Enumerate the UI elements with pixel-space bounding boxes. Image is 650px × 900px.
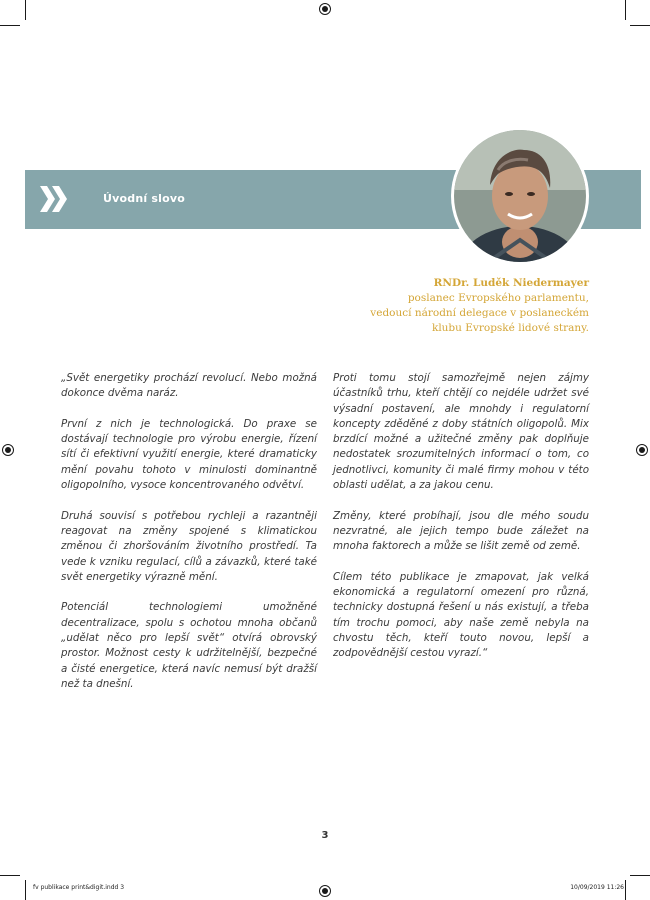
paragraph: Změny, které probíhají, jsou dle mého soudu nezvratné, ale jejich tempo bude záležet na mnoha faktorech a může se lišit země od země. [333, 509, 589, 553]
crop-mark [625, 0, 626, 20]
crop-mark [25, 0, 26, 20]
registration-mark-icon [319, 885, 331, 897]
right-text-column [333, 371, 589, 677]
paragraph: Cílem této publikace je zmapovat, jak velká ekonomická a regulatorní omezení pro různá, technicky dostupná řešení u nás existují, a třeba tím trochu pomoci, aby naše země nebyla na chvostu těch, kteří touto novou, lepší a zodpovědnější cestou vyrazí.“ [333, 570, 589, 660]
paragraph: Proti tomu stojí samozřejmě nejen zájmy účastníků trhu, kteří chtějí co nejdéle udržet své výsadní postavení, ale mnohdy i regulatorní koncepty zděděné z doby státních oligopolů. Mix brzdící možné a užitečné změny pak doplňuje nedostatek srozumitelných informací o tom, co jednotlivci, komunity či malé firmy mohou v této oblasti udělat, a za jakou cenu. [333, 372, 589, 492]
slug-date-time: 10/09/2019 11:26 [570, 884, 624, 891]
author-portrait [454, 130, 586, 262]
registration-mark-icon [319, 3, 331, 15]
section-title: Úvodní slovo [103, 192, 185, 205]
paragraph: První z nich je technologická. Do praxe se dostávají technologie pro výrobu energie, řízení sítí či efektivní využití energie, které dramaticky mění povahu tohoto v minulosti dominantně oligopolního, vysoce koncentrovaného odvětví. [61, 417, 317, 492]
registration-mark-icon [636, 444, 648, 456]
crop-mark [0, 875, 20, 876]
paragraph: Druhá souvisí s potřebou rychleji a razantněji reagovat na změny spojené s klimatickou změnou či zhoršováním životního prostředí. Ta vede k vzniku regulací, cílů a závazků, které také svět energetiky výrazně mění. [61, 509, 317, 583]
page-number: 3 [321, 830, 329, 841]
registration-mark-icon [2, 444, 14, 456]
author-role-line: klubu Evropské lidové strany. [431, 322, 589, 334]
crop-mark [630, 25, 650, 26]
author-caption [370, 276, 589, 336]
crop-mark [25, 880, 26, 900]
author-role-line: vedoucí národní delegace v poslaneckém [370, 307, 589, 319]
paragraph: „Svět energetiky prochází revolucí. Nebo možná dokonce dvěma naráz. [61, 372, 317, 400]
author-name: RNDr. Luděk Niedermayer [433, 277, 589, 289]
slug-file-info: fv publikace print&digit.indd 3 [33, 884, 125, 891]
crop-mark [0, 25, 20, 26]
double-chevron-icon [40, 186, 68, 212]
paragraph: Potenciál technologiemi umožněné decentralizace, spolu s ochotou mnoha občanů „udělat něco pro lepší svět“ otvírá obrovský prostor. Možnost cesty k udržitelnější, bezpečné a čisté energetice, která navíc nemusí být dražší než ta dnešní. [61, 601, 317, 690]
crop-mark [630, 875, 650, 876]
crop-mark [625, 880, 626, 900]
author-role-line: poslanec Evropského parlamentu, [407, 292, 589, 304]
left-text-column [61, 371, 317, 708]
